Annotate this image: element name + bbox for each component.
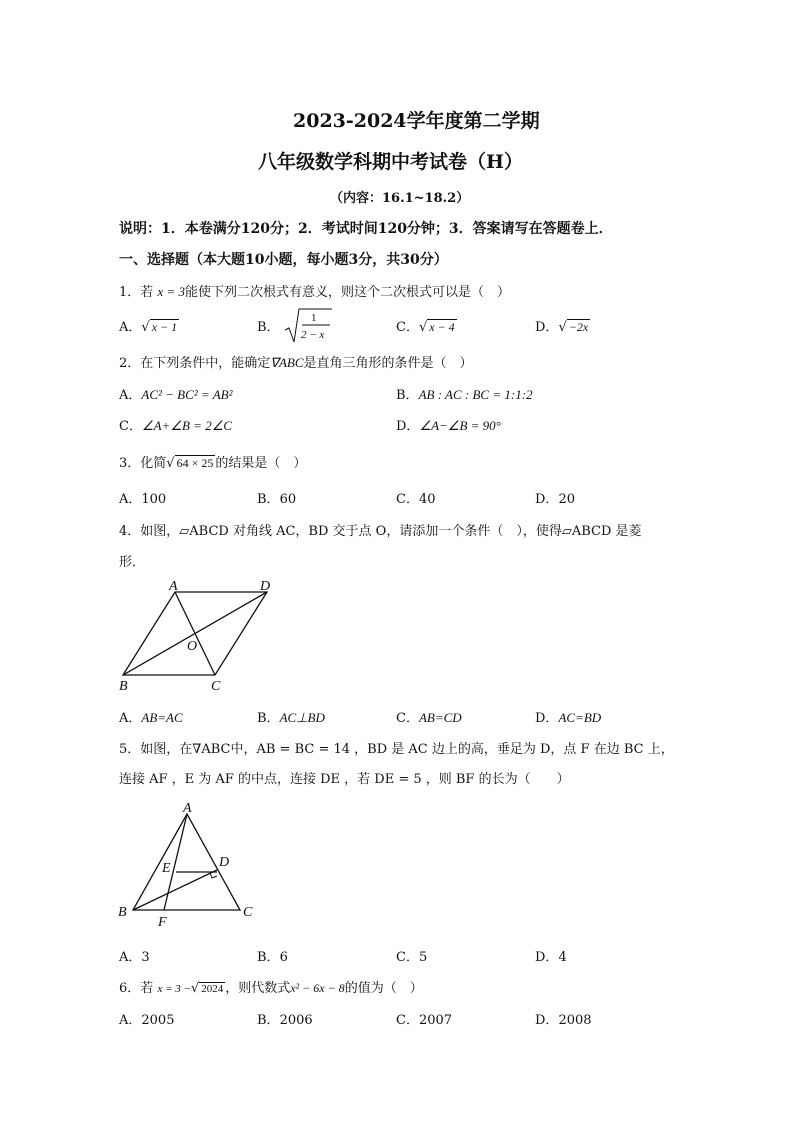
question-4-cont: 形．	[119, 555, 146, 570]
exam-content-range: （内容：16.1~18.2）	[330, 191, 470, 206]
question-5-cont: 连接 AF ，E 为 AF 的中点，连接 DE ，若 DE = 5 ，则 BF 的长为（ ）	[119, 772, 570, 787]
label-a: A	[169, 579, 178, 594]
exam-instructions: 说明：1．本卷满分120分；2．考试时间120分钟；3．答案请写在答题卷上．	[119, 221, 613, 237]
triangle-figure	[115, 800, 265, 930]
q5-option-b: B．6	[257, 950, 288, 965]
label-d: D	[260, 579, 271, 594]
q2-option-c: C．∠A+∠B = 2∠C	[119, 418, 233, 434]
label-b: B	[118, 905, 127, 920]
label-o: O	[187, 639, 198, 654]
svg-text:1: 1	[310, 312, 317, 324]
q6-option-c: C．2007	[396, 1013, 453, 1028]
right-angle-mark	[210, 873, 217, 878]
q1-option-b-fraction	[284, 308, 334, 344]
q3-option-a: A．100	[119, 492, 167, 507]
diagonal-bd	[123, 592, 267, 675]
question-1: 1．若 x = 3能使下列二次根式有意义，则这个二次根式可以是（ ）	[119, 284, 510, 300]
question-6: 6．若 x = 3 −√ 2024 ，则代数式x² − 6x − 8的值为（ ）	[119, 981, 423, 996]
q4-option-a: A．AB=AC	[119, 710, 183, 726]
q1-option-c: C．√ x − 4	[396, 320, 455, 335]
exam-title: 八年级数学科期中考试卷（H）	[258, 151, 523, 173]
exam-year-title: 2023-2024学年度第二学期	[293, 110, 540, 132]
label-d: D	[219, 855, 230, 870]
q3-option-c: C．40	[396, 492, 436, 507]
q4-option-d: D．AC=BD	[535, 710, 602, 726]
q2-option-a: A．AC² − BC² = AB²	[119, 387, 233, 403]
q6-option-d: D．2008	[535, 1013, 592, 1028]
q4-option-b: B．AC⊥BD	[257, 710, 325, 726]
q6-option-a: A．2005	[119, 1013, 175, 1028]
question-4: 4．如图，▱ABCD 对角线 AC，BD 交于点 O，请添加一个条件（ ），使得▱ABCD 是菱	[119, 524, 642, 539]
q3-option-b: B．60	[257, 492, 297, 507]
question-3: 3．化简√ 64 × 25 的结果是（ ）	[119, 456, 307, 471]
q1-option-d: D．√ −2x	[535, 320, 589, 335]
q4-option-c: C．AB=CD	[396, 710, 462, 726]
q1-option-b: B． 1 2 − x	[257, 308, 334, 344]
label-e: E	[162, 861, 171, 876]
section-heading: 一、选择题（本大题10小题，每小题3分，共30分）	[119, 252, 448, 268]
segment-bd	[133, 870, 217, 910]
q5-option-c: C．5	[396, 950, 428, 965]
q5-option-d: D．4	[535, 950, 567, 965]
q1-option-a: A．√ x − 1	[119, 320, 178, 335]
label-a: A	[183, 801, 192, 816]
q3-option-d: D．20	[535, 492, 575, 507]
label-b: B	[119, 679, 128, 693]
q2-option-b: B．AB : AC : BC = 1:1:2	[396, 387, 533, 403]
svg-text:2 − x: 2 − x	[300, 329, 325, 341]
label-f: F	[158, 915, 167, 930]
label-c: C	[243, 905, 253, 920]
q2-option-d: D．∠A−∠B = 90°	[396, 418, 501, 434]
question-5: 5．如图，在∇ABC中，AB = BC = 14 ，BD 是 AC 边上的高，垂足为 D，点 F 在边 BC 上，	[119, 742, 674, 757]
label-c: C	[211, 679, 221, 693]
question-2: 2．在下列条件中，能确定∇ABC是直角三角形的条件是（ ）	[119, 355, 473, 371]
parallelogram-figure	[115, 578, 285, 693]
q6-option-b: B．2006	[257, 1013, 313, 1028]
q5-option-a: A．3	[119, 950, 150, 965]
